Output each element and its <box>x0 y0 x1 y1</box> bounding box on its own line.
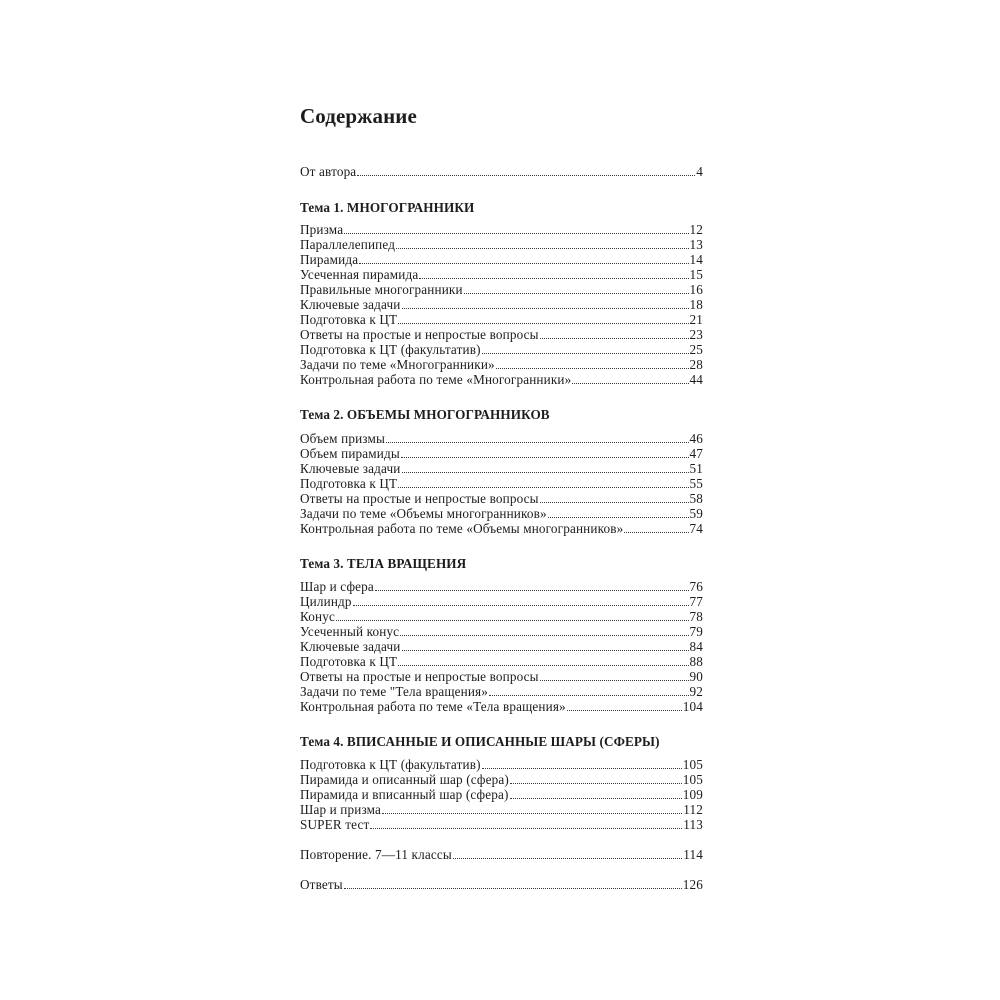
toc-entry-page: 55 <box>689 476 703 491</box>
toc-entry <box>300 684 703 700</box>
toc-entry-label: Цилиндр <box>300 594 352 609</box>
toc-entry <box>300 772 703 788</box>
toc-entry <box>300 817 703 833</box>
toc-entry <box>300 757 703 773</box>
dot-leader <box>386 442 689 443</box>
toc-entry-label: Повторение. 7—11 классы <box>300 847 452 862</box>
dot-leader <box>359 263 688 264</box>
toc-entry-label: От автора <box>300 164 357 179</box>
dot-leader <box>419 278 688 279</box>
dot-leader <box>496 368 689 369</box>
toc-entry-page: 79 <box>689 624 703 639</box>
toc-entry-label: Объем пирамиды <box>300 446 400 461</box>
toc-entry-page: 59 <box>689 506 703 521</box>
dot-leader <box>344 888 682 889</box>
dot-leader <box>464 293 689 294</box>
toc-entry-page: 114 <box>683 847 703 862</box>
toc-entry-label: Подготовка к ЦТ <box>300 654 398 669</box>
dot-leader <box>540 502 689 503</box>
page-title: Содержание <box>300 104 417 128</box>
dot-leader <box>489 695 688 696</box>
toc-entry-page: 74 <box>689 521 703 536</box>
toc-entry <box>300 461 703 477</box>
dot-leader <box>548 517 689 518</box>
toc-entry-page: 12 <box>689 222 703 237</box>
toc-entry <box>300 624 703 640</box>
toc-entry-label: Параллелепипед <box>300 237 396 252</box>
toc-entry-page: 58 <box>689 491 703 506</box>
toc-entry-page: 14 <box>689 252 703 267</box>
toc-entry <box>300 594 703 610</box>
toc-entry-label: Конус <box>300 609 335 624</box>
dot-leader <box>540 338 689 339</box>
toc-entry-label: Правильные многогранники <box>300 282 463 297</box>
dot-leader <box>482 768 682 769</box>
toc-entry <box>300 609 703 625</box>
toc-entry <box>300 431 703 447</box>
toc-entry-label: Усеченная пирамида <box>300 267 419 282</box>
theme-2-heading: Тема 2. ОБЪЕМЫ МНОГОГРАННИКОВ <box>300 407 550 422</box>
toc-entry <box>300 669 703 685</box>
toc-entry-label: Задачи по теме «Многогранники» <box>300 357 495 372</box>
theme-1-heading: Тема 1. МНОГОГРАННИКИ <box>300 200 475 215</box>
dot-leader <box>336 620 689 621</box>
toc-entry-label: Ключевые задачи <box>300 461 401 476</box>
toc-entry-page: 92 <box>689 684 703 699</box>
dot-leader <box>510 783 682 784</box>
toc-entry-label: Подготовка к ЦТ <box>300 312 398 327</box>
toc-entry-page: 88 <box>689 654 703 669</box>
dot-leader <box>510 798 682 799</box>
toc-entry <box>300 491 703 507</box>
toc-entry-page: 126 <box>682 877 703 892</box>
toc-entry-label: Пирамида <box>300 252 359 267</box>
dot-leader <box>370 828 682 829</box>
toc-entry <box>300 312 703 328</box>
toc-entry-page: 23 <box>689 327 703 342</box>
toc-entry-page: 104 <box>682 699 703 714</box>
toc-entry <box>300 787 703 803</box>
toc-entry-page: 78 <box>689 609 703 624</box>
toc-entry-page: 112 <box>683 802 703 817</box>
toc-entry-page: 25 <box>689 342 703 357</box>
toc-entry-page: 113 <box>683 817 703 832</box>
toc-entry-page: 105 <box>682 772 703 787</box>
toc-entry-label: Подготовка к ЦТ (факультатив) <box>300 757 481 772</box>
toc-entry <box>300 297 703 313</box>
toc-entry-label: Объем призмы <box>300 431 385 446</box>
dot-leader <box>401 457 689 458</box>
toc-entry <box>300 342 703 358</box>
toc-entry-page: 47 <box>689 446 703 461</box>
toc-entry <box>300 802 703 818</box>
toc-entry-page: 15 <box>689 267 703 282</box>
dot-leader <box>344 233 688 234</box>
toc-entry-page: 28 <box>689 357 703 372</box>
toc-entry-label: SUPER тест <box>300 817 370 832</box>
toc-entry-label: Задачи по теме «Объемы многогранников» <box>300 506 547 521</box>
dot-leader <box>402 472 689 473</box>
dot-leader <box>482 353 689 354</box>
dot-leader <box>396 248 688 249</box>
toc-entry-label: Шар и призма <box>300 802 382 817</box>
toc-entry <box>300 521 703 537</box>
toc-entry-label: Ответы <box>300 877 343 892</box>
toc-entry-repetition <box>300 847 703 863</box>
dot-leader <box>400 635 688 636</box>
toc-entry-label: Контрольная работа по теме «Тела вращения» <box>300 699 566 714</box>
dot-leader <box>402 650 689 651</box>
toc-entry-label: Шар и сфера <box>300 579 374 594</box>
dot-leader <box>540 680 689 681</box>
toc-entry-label: Контрольная работа по теме «Объемы многогранников» <box>300 521 624 536</box>
dot-leader <box>382 813 682 814</box>
toc-entry <box>300 654 703 670</box>
toc-entry-label: Подготовка к ЦТ <box>300 476 398 491</box>
toc-entry-label: Ключевые задачи <box>300 639 401 654</box>
toc-entry <box>300 639 703 655</box>
toc-entry-label: Ответы на простые и непростые вопросы <box>300 669 539 684</box>
dot-leader <box>567 710 682 711</box>
toc-entry-page: 109 <box>682 787 703 802</box>
toc-entry <box>300 282 703 298</box>
toc-entry-page: 4 <box>696 164 703 179</box>
toc-entry <box>300 222 703 238</box>
toc-entry-label: Ответы на простые и непростые вопросы <box>300 491 539 506</box>
dot-leader <box>572 383 688 384</box>
toc-entry <box>300 579 703 595</box>
toc-entry <box>300 446 703 462</box>
toc-entry <box>300 476 703 492</box>
toc-entry-page: 105 <box>682 757 703 772</box>
toc-entry-page: 77 <box>689 594 703 609</box>
toc-entry-answers <box>300 877 703 893</box>
toc-entry <box>300 252 703 268</box>
dot-leader <box>398 665 688 666</box>
dot-leader <box>375 590 689 591</box>
toc-entry-label: Контрольная работа по теме «Многогранники» <box>300 372 572 387</box>
toc-entry-page: 18 <box>689 297 703 312</box>
toc-entry-page: 44 <box>689 372 703 387</box>
dot-leader <box>353 605 689 606</box>
toc-entry <box>300 327 703 343</box>
toc-entry-label: Ответы на простые и непростые вопросы <box>300 327 539 342</box>
toc-entry <box>300 372 703 388</box>
toc-entry-page: 84 <box>689 639 703 654</box>
toc-entry-label: Призма <box>300 222 344 237</box>
toc-entry-intro <box>300 164 703 180</box>
toc-entry <box>300 357 703 373</box>
toc-entry-page: 13 <box>689 237 703 252</box>
dot-leader <box>398 323 688 324</box>
dot-leader <box>357 175 695 176</box>
toc-entry-label: Пирамида и описанный шар (сфера) <box>300 772 509 787</box>
dot-leader <box>624 532 688 533</box>
dot-leader <box>398 487 688 488</box>
toc-entry-page: 76 <box>689 579 703 594</box>
dot-leader <box>453 858 682 859</box>
toc-entry-label: Подготовка к ЦТ (факультатив) <box>300 342 481 357</box>
dot-leader <box>402 308 689 309</box>
toc-entry-page: 16 <box>689 282 703 297</box>
toc-entry-label: Пирамида и вписанный шар (сфера) <box>300 787 509 802</box>
toc-entry-label: Задачи по теме "Тела вращения» <box>300 684 489 699</box>
toc-entry-page: 21 <box>689 312 703 327</box>
theme-3-heading: Тема 3. ТЕЛА ВРАЩЕНИЯ <box>300 556 467 571</box>
toc-entry <box>300 237 703 253</box>
toc-entry <box>300 699 703 715</box>
toc-entry <box>300 506 703 522</box>
toc-entry-page: 90 <box>689 669 703 684</box>
toc-entry <box>300 267 703 283</box>
toc-entry-label: Ключевые задачи <box>300 297 401 312</box>
toc-entry-page: 46 <box>689 431 703 446</box>
toc-entry-page: 51 <box>689 461 703 476</box>
toc-entry-label: Усеченный конус <box>300 624 400 639</box>
theme-4-heading: Тема 4. ВПИСАННЫЕ И ОПИСАННЫЕ ШАРЫ (СФЕРЫ) <box>300 734 660 749</box>
